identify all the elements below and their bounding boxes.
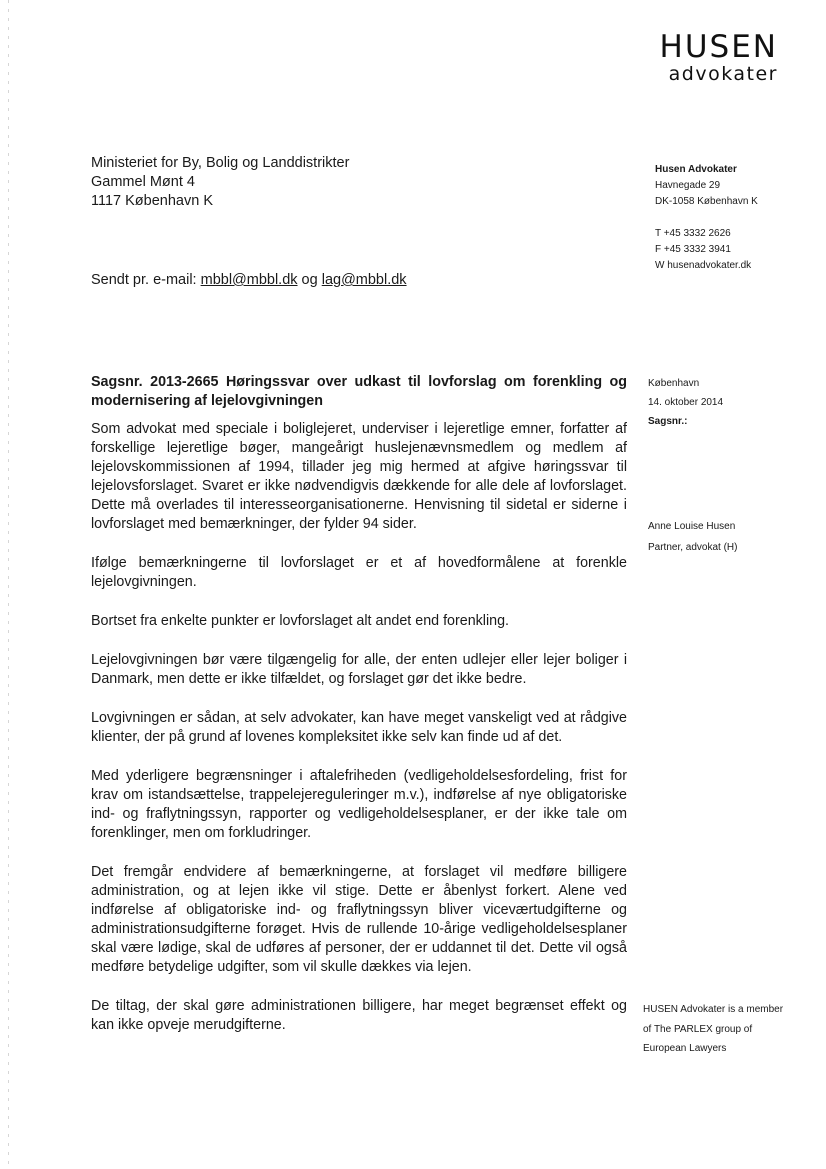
case-label: Sagsnr.: — [648, 416, 688, 427]
letter-subject: Sagsnr. 2013-2665 Høringssvar over udkast til lovforslag om forenkling og modernisering af lejelovgivningen — [91, 374, 627, 409]
recipient-line-1: Ministeriet for By, Bolig og Landdistrikter — [91, 155, 350, 171]
scan-edge-artifact — [8, 0, 9, 1169]
signatory-name: Anne Louise Husen — [648, 521, 736, 532]
signatory — [648, 516, 737, 558]
firm-fax: F +45 3332 3941 — [655, 244, 731, 255]
email-link-1[interactable]: mbbl@mbbl.dk — [200, 272, 298, 288]
firm-web: W husenadvokater.dk — [655, 260, 752, 271]
paragraph: Med yderligere begrænsninger i aftalefriheden (vedligeholdelsesfordeling, frist for krav om istandsættelse, trappelejereguleringer m.v.), indførelse af nye obligatoriske ind- og fraflytningssyn, rapporter og vedligeholdelsesplaner, er der ikke tale om forenklinger, men om forkludringer. — [91, 768, 627, 841]
firm-name: Husen Advokater — [655, 164, 737, 175]
company-logo — [650, 30, 778, 84]
paragraph: Ifølge bemærkningerne til lovforslaget er et af hovedformålene at forenkle lejelovgivningen. — [91, 555, 627, 590]
sent-prefix: Sendt pr. e-mail: — [91, 272, 201, 288]
membership-line-3: European Lawyers — [643, 1043, 727, 1054]
membership-line-2: of The PARLEX group of — [643, 1023, 753, 1035]
paragraph: Som advokat med speciale i boliglejeret, underviser i lejeretlige emner, forfatter af forskellige lejeretlige bøger, mangeårigt huslejenævnsmedlem og medlem af lejelovskommissionen af 1994, tillader jeg mig hermed at afgive høringssvar til lejelovsforslaget. Svaret er ikke nødvendigvis dækkende for alle dele af lovforslaget. Dette må overlades til interesseorganisationerne. Henvisning til sidetal er siderne i lovforslaget med bemærkninger, der fylder 94 sider. — [91, 421, 627, 532]
logo-name: HUSEN — [659, 29, 778, 65]
recipient-line-3: 1117 København K — [91, 193, 213, 209]
paragraph: Det fremgår endvidere af bemærkningerne, at forslaget vil medføre billigere administration, og at lejen ikke vil stige. Dette er åbenlyst forkert. Alene ved indførelse af obligatoriske ind- og fraflytningssyn bliver viceværtudgifterne og administrationsudgifterne forøget. Hvis de rullende 10-årige vedligeholdelsesplaner skal være lødige, skal de udføres af personer, der er uddannet til det. Dette vil også medføre betydelige udgifter, som vil skulle dækkes via lejen. — [91, 864, 627, 975]
paragraph: Lejelovgivningen bør være tilgængelig for alle, der enten udlejer eller lejer boliger i Danmark, men dette er ikke tilfældet, og forslaget gør det ikke bedre. — [91, 652, 627, 687]
letter-place: København — [648, 378, 700, 389]
paragraph: Bortset fra enkelte punkter er lovforslaget alt andet end forenkling. — [91, 613, 510, 629]
letter-body — [91, 373, 627, 1055]
recipient-line-2: Gammel Mønt 4 — [91, 174, 195, 190]
firm-phone: T +45 3332 2626 — [655, 228, 731, 239]
signatory-title: Partner, advokat (H) — [648, 542, 738, 553]
firm-street: Havnegade 29 — [655, 180, 721, 191]
paragraph: De tiltag, der skal gøre administrationen billigere, har meget begrænset effekt og kan ikke opveje merudgifterne. — [91, 998, 627, 1033]
recipient-address — [91, 154, 349, 211]
logo-subtitle: advokater — [668, 63, 778, 85]
firm-city: DK-1058 København K — [655, 196, 758, 207]
sent-by-email — [91, 272, 407, 288]
firm-address — [655, 162, 758, 210]
firm-contact — [655, 226, 751, 274]
sent-joiner: og — [297, 272, 322, 288]
email-link-2[interactable]: lag@mbbl.dk — [321, 272, 407, 288]
membership-line-1: HUSEN Advokater is a member — [643, 1004, 784, 1015]
letter-meta — [648, 374, 723, 431]
paragraph: Lovgivningen er sådan, at selv advokater, kan have meget vanskeligt ved at rådgive klienter, der på grund af lovenes kompleksitet ikke selv kan finde ud af det. — [91, 710, 627, 745]
membership-note — [643, 1000, 783, 1059]
letter-date: 14. oktober 2014 — [648, 397, 724, 408]
